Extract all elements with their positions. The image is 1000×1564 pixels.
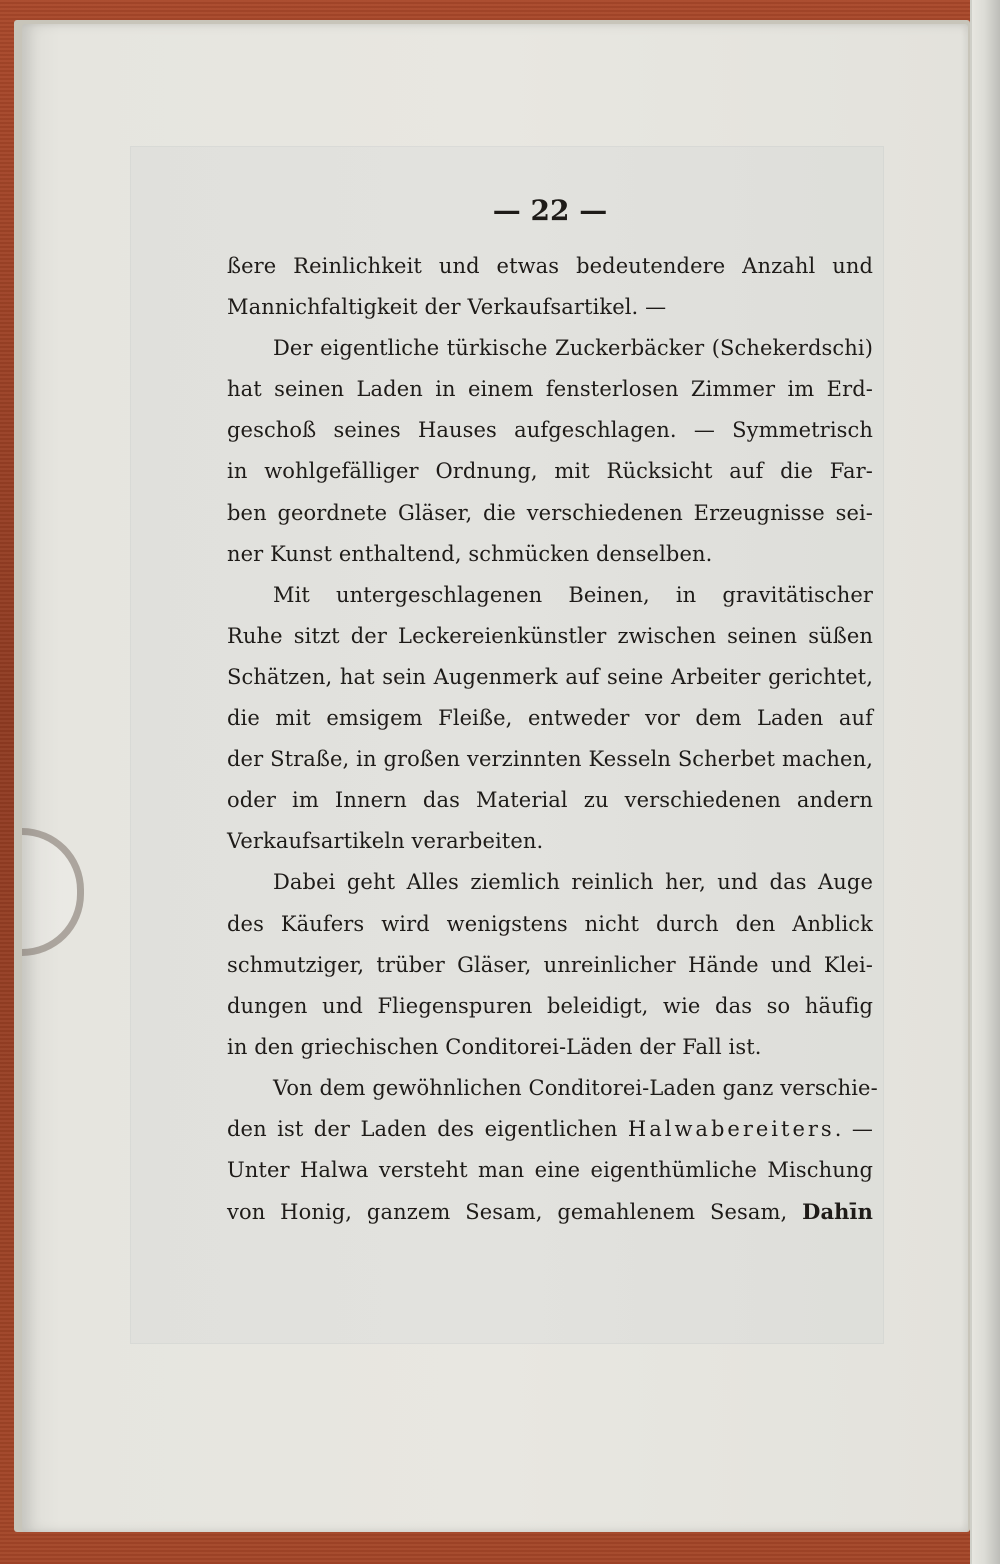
text-line: ner Kunst enthaltend, schmücken denselben. <box>227 541 713 566</box>
text-line <box>227 1191 873 1232</box>
text-line: Verkaufsartikeln verarbeiten. <box>227 829 544 854</box>
text-segment: von Honig, ganzem Sesam, gemahlenem Sesam, <box>227 1200 788 1225</box>
text-line: ben geordnete Gläser, die verschiedenen Erzeugnisse sei- <box>227 500 873 525</box>
text-line: Mit untergeschlagenen Beinen, in gravitätischer <box>273 582 873 607</box>
text-line: des Käufers wird wenigstens nicht durch den Anblick <box>227 911 873 936</box>
page-number: — 22 — <box>492 194 608 227</box>
page-clip-icon <box>22 828 84 956</box>
text-line: Mannichfaltigkeit der Verkaufsartikel. — <box>227 295 667 320</box>
catchword: Dahīn <box>802 1199 873 1225</box>
text-segment: . — <box>834 1116 873 1141</box>
page-text <box>227 188 878 1232</box>
text-line: in den griechischen Conditorei-Läden der Fall ist. <box>227 1034 762 1059</box>
text-line: hat seinen Laden in einem fensterlosen Zimmer im Erd- <box>227 377 873 402</box>
text-line: ßere Reinlichkeit und etwas bedeutendere Anzahl und <box>227 254 873 278</box>
text-line: schmutziger, trüber Gläser, unreinlicher Hände und Klei- <box>227 952 873 977</box>
text-line: in wohlgefälliger Ordnung, mit Rücksicht auf die Far- <box>227 459 873 484</box>
next-page-edge <box>970 0 1000 1564</box>
text-line: Dabei geht Alles ziemlich reinlich her, und das Auge <box>273 870 873 895</box>
text-line: Ruhe sitzt der Leckereienkünstler zwischen seinen süßen <box>227 623 873 648</box>
text-line: Von dem gewöhnlichen Conditorei-Laden ganz verschie- <box>273 1075 878 1100</box>
text-line: Der eigentliche türkische Zuckerbäcker (Schekerdschi) <box>273 336 873 361</box>
text-line: der Straße, in großen verzinnten Kesseln Scherbet machen, <box>227 747 873 772</box>
text-line: Unter Halwa versteht man eine eigenthümliche Mischung <box>227 1158 873 1183</box>
emphasized-term: Halwabereiters <box>627 1116 835 1141</box>
text-line: oder im Innern das Material zu verschiedenen andern <box>227 788 873 813</box>
book-page <box>22 24 968 1532</box>
text-line: geschoß seines Hauses aufgeschlagen. — Symmetrisch <box>227 418 873 443</box>
text-line <box>227 1109 873 1150</box>
text-line: die mit emsigem Fleiße, entweder vor dem Laden auf <box>227 706 873 731</box>
text-line: Schätzen, hat sein Augenmerk auf seine Arbeiter gerichtet, <box>227 664 873 689</box>
text-line: dungen und Fliegenspuren beleidigt, wie das so häufig <box>227 993 873 1018</box>
text-segment: den ist der Laden des eigentlichen <box>227 1116 618 1141</box>
